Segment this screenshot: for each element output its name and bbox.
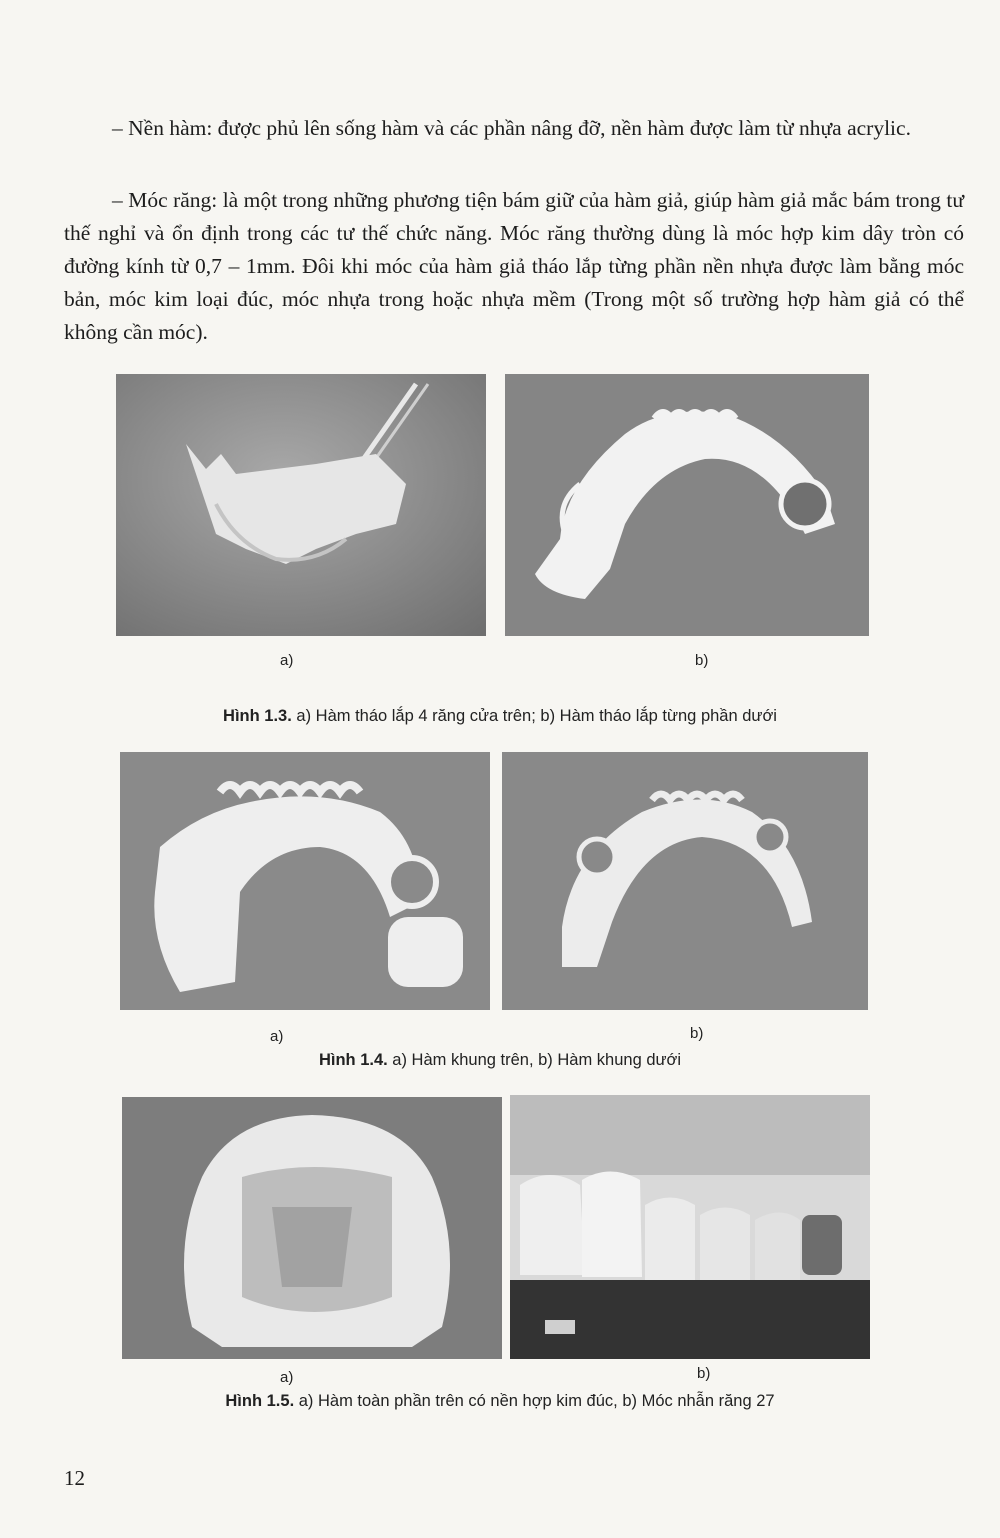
figure-caption bbox=[0, 1392, 1000, 1411]
paragraph-denture-base bbox=[64, 112, 964, 145]
paragraph-text: – Móc răng: là một trong những phương tiện bám giữ của hàm giả, giúp hàm giả mắc bám trong tư thế nghỉ và ổn định trong các tư thế chức năng. Móc răng thường dùng là móc hợp kim dây tròn có đường kính từ 0,7 – 1mm. Đôi khi móc của hàm giả tháo lắp từng phần nền nhựa được làm bằng móc bản, móc kim loại đúc, móc nhựa trong hoặc nhựa mềm (Trong một số trường hợp hàm giả có thể không cần móc). bbox=[64, 188, 964, 344]
figure-label-b: b) bbox=[697, 1365, 711, 1382]
paragraph-clasp bbox=[64, 184, 964, 349]
photo-lower-cast-frame-denture bbox=[502, 752, 868, 1010]
page-number: 12 bbox=[64, 1466, 85, 1490]
figure-label-b: b) bbox=[690, 1025, 704, 1042]
figure-label-a: a) bbox=[280, 652, 294, 669]
photo-complete-upper-cast-base-denture bbox=[122, 1097, 502, 1359]
figure-caption-text: a) Hàm tháo lắp 4 răng cửa trên; b) Hàm tháo lắp từng phần dưới bbox=[291, 707, 777, 725]
figure-number: Hình 1.4. bbox=[318, 1051, 388, 1069]
photo-upper-4-incisor-denture bbox=[116, 374, 486, 636]
figure-number: Hình 1.3. bbox=[223, 707, 292, 725]
figure-caption bbox=[0, 707, 1000, 726]
figure-label-a: a) bbox=[270, 1028, 284, 1045]
figure-number: Hình 1.5. bbox=[225, 1392, 295, 1410]
figure-caption-text: a) Hàm toàn phần trên có nền hợp kim đúc, b) Móc nhẫn răng 27 bbox=[294, 1392, 775, 1410]
figure-caption-text: a) Hàm khung trên, b) Hàm khung dưới bbox=[387, 1051, 682, 1069]
figure-caption bbox=[0, 1051, 1000, 1070]
figure-label-a: a) bbox=[280, 1369, 294, 1386]
photo-upper-cast-frame-denture bbox=[120, 752, 490, 1010]
figure-label-b: b) bbox=[695, 652, 709, 669]
photo-ring-clasp-tooth-27 bbox=[510, 1095, 870, 1359]
paragraph-text: – Nền hàm: được phủ lên sống hàm và các phần nâng đỡ, nền hàm được làm từ nhựa acrylic. bbox=[112, 116, 911, 140]
photo-lower-partial-denture bbox=[505, 374, 869, 636]
